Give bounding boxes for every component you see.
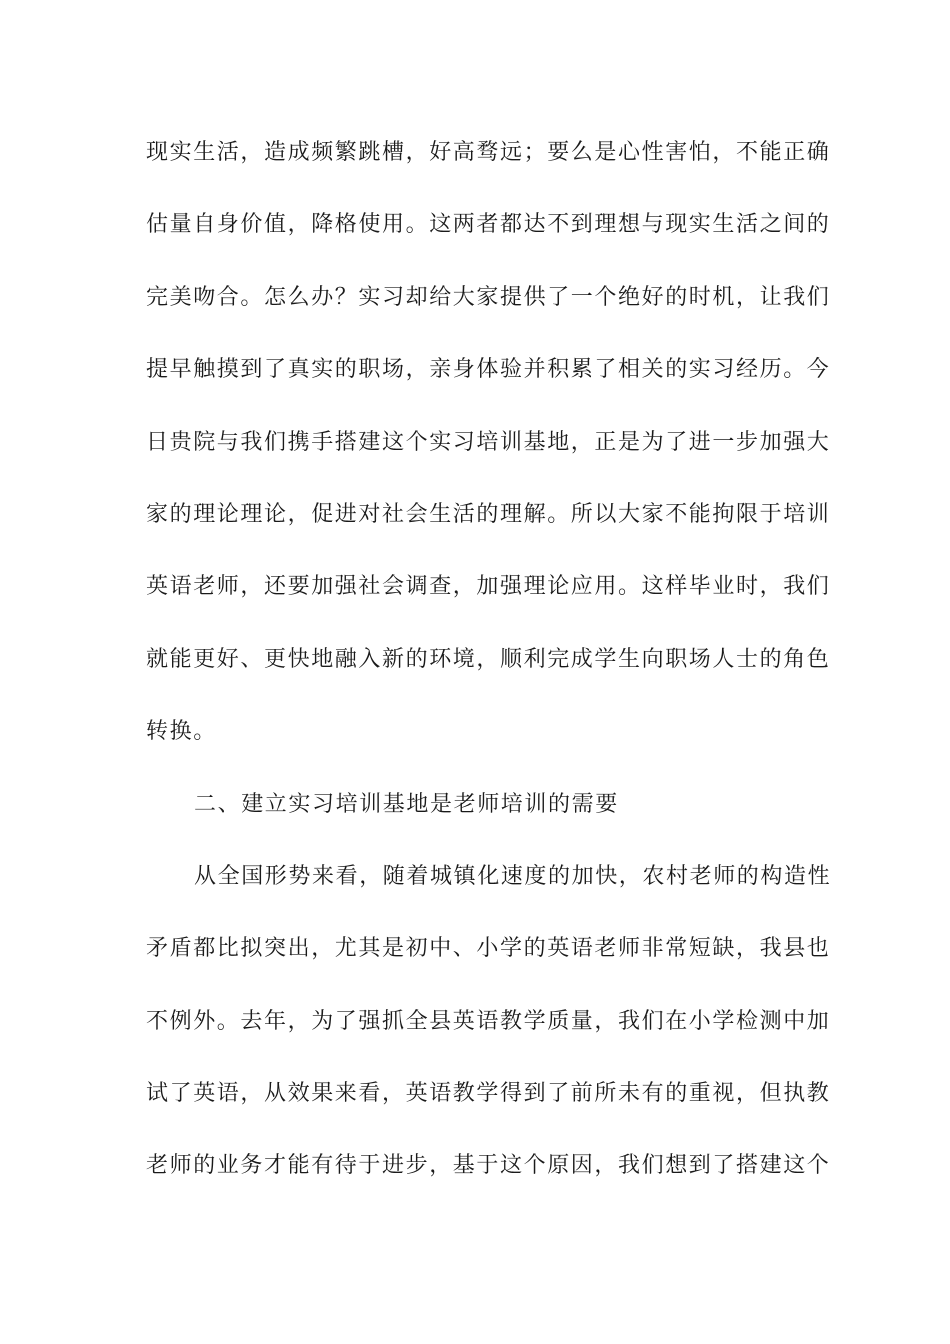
text-line: 现实生活，造成频繁跳槽，好高骛远；要么是心性害怕，不能正确	[146, 140, 831, 165]
text-line: 老师的业务才能有待于进步，基于这个原因，我们想到了搭建这个	[146, 1153, 831, 1179]
text-line: 就能更好、更快地融入新的环境，顺利完成学生向职场人士的角色	[146, 646, 831, 672]
text-line: 矛盾都比拟突出，尤其是初中、小学的英语老师非常短缺，我县也	[146, 936, 831, 962]
section-heading: 二、建立实习培训基地是老师培训的需要	[194, 791, 619, 817]
text-line: 试了英语，从效果来看，英语教学得到了前所未有的重视，但执教	[146, 1081, 831, 1107]
text-line: 英语老师，还要加强社会调查，加强理论应用。这样毕业时，我们	[146, 574, 831, 600]
text-line: 不例外。去年，为了强抓全县英语教学质量，我们在小学检测中加	[146, 1008, 831, 1034]
text-line: 家的理论理论，促进对社会生活的理解。所以大家不能拘限于培训	[146, 501, 831, 527]
text-line: 转换。	[146, 719, 217, 745]
body-text	[146, 130, 832, 1216]
text-line: 完美吻合。怎么办？实习却给大家提供了一个绝好的时机，让我们	[146, 284, 831, 310]
text-line: 从全国形势来看，随着城镇化速度的加快，农村老师的构造性	[194, 863, 832, 889]
text-line: 提早触摸到了真实的职场，亲身体验并积累了相关的实习经历。今	[146, 357, 831, 383]
text-line: 估量自身价值，降格使用。这两者都达不到理想与现实生活之间的	[146, 212, 831, 238]
text-line: 日贵院与我们携手搭建这个实习培训基地，正是为了进一步加强大	[146, 429, 831, 455]
